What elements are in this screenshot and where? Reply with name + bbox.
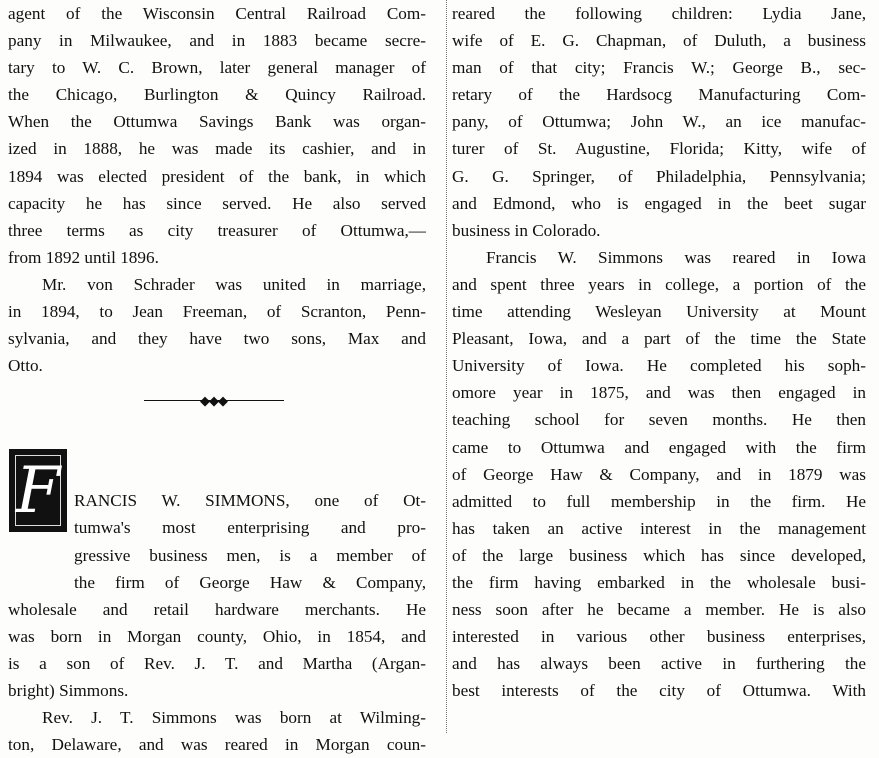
text-line: has taken an active interest in the management [452,518,866,538]
text-line: came to Ottumwa and engaged with the firm [452,437,866,457]
paragraph-rev-simmons [8,704,426,758]
paragraph-von-schrader-career [8,0,426,271]
text-line: bright) Simmons. [8,680,129,700]
left-column [8,0,426,758]
text-line: reared the following children: Lydia Jane, [452,4,866,23]
text-line: Rev. J. T. Simmons was born at Wilming- [42,708,426,728]
text-line: tary to W. C. Brown, later general manager of [8,58,426,78]
text-line: G. G. Springer, of Philadelphia, Pennsylvania; [452,166,866,186]
text-line: was born in Morgan county, Ohio, in 1854, and [8,626,426,646]
text-line: man of that city; Francis W.; George B., sec- [452,58,866,78]
paragraph-simmons-intro [8,487,426,595]
text-line: the firm having embarked in the wholesale busi- [452,572,866,592]
text-line: of George Haw & Company, and in 1879 was [452,464,866,484]
text-line: wholesale and retail hardware merchants. He [8,599,426,619]
text-line: and Edmond, who is engaged in the beet sugar [452,193,866,213]
text-line: ton, Delaware, and was reared in Morgan coun- [8,735,426,755]
text-line: of the large business which has since developed, [452,545,866,565]
right-column [452,0,866,704]
ornament-diamonds: ◆◆◆ [200,393,227,408]
text-line: ness soon after he became a member. He is also [452,600,866,620]
text-line: omore year in 1875, and was then engaged in [452,383,866,403]
text-line: RANCIS W. SIMMONS, one of Ot- [74,491,426,511]
text-line: in 1894, to Jean Freeman, of Scranton, Penn- [8,302,426,322]
text-line: gressive business men, is a member of [74,545,426,565]
paragraph-von-schrader-marriage [8,271,426,379]
text-line: is a son of Rev. J. T. and Martha (Argan- [8,653,426,673]
text-line: time attending Wesleyan University at Mount [452,302,866,322]
text-line: and spent three years in college, a portion of the [452,274,866,294]
text-line: When the Ottumwa Savings Bank was organ- [8,112,426,132]
column-divider [446,0,447,733]
text-line: Mr. von Schrader was united in marriage, [42,274,426,294]
text-line: best interests of the city of Ottumwa. With [452,681,866,701]
text-line: ized in 1888, he was made its cashier, and in [8,139,426,159]
text-line: wife of E. G. Chapman, of Duluth, a business [452,31,866,51]
section-divider-ornament [144,392,284,410]
text-line: pany, of Ottumwa; John W., an ice manufac- [452,112,866,132]
text-line: pany in Milwaukee, and in 1883 became secre- [8,31,426,51]
text-line: capacity he has since served. He also served [8,193,426,213]
text-line: admitted to full membership in the firm. He [452,491,866,511]
text-line: Francis W. Simmons was reared in Iowa [486,247,866,267]
drop-cap [9,449,67,532]
text-line: teaching school for seven months. He then [452,410,866,430]
text-line: agent of the Wisconsin Central Railroad Com- [8,4,426,23]
text-line: and has always been active in furthering the [452,654,866,674]
text-line: the Chicago, Burlington & Quincy Railroad. [8,85,426,105]
text-line: the firm of George Haw & Company, [74,572,426,592]
text-line: retary of the Hardsocg Manufacturing Com- [452,85,866,105]
drop-cap-letter: F [15,454,61,528]
text-line: University of Iowa. He completed his soph- [452,356,866,376]
text-line: Otto. [8,356,43,376]
text-line: three terms as city treasurer of Ottumwa,— [8,220,426,240]
paragraph-simmons-education [452,244,866,705]
paragraph-children [452,0,866,244]
text-line: interested in various other business enterprises, [452,627,866,647]
text-line: sylvania, and they have two sons, Max and [8,329,426,349]
text-line: from 1892 until 1896. [8,247,159,267]
text-line: Pleasant, Iowa, and a part of the time the State [452,329,866,349]
text-line: 1894 was elected president of the bank, in which [8,166,426,186]
paragraph-simmons-intro-rest [8,596,426,704]
text-line: tumwa's most enterprising and pro- [74,518,426,538]
text-line: business in Colorado. [452,220,601,240]
text-line: turer of St. Augustine, Florida; Kitty, wife of [452,139,866,159]
